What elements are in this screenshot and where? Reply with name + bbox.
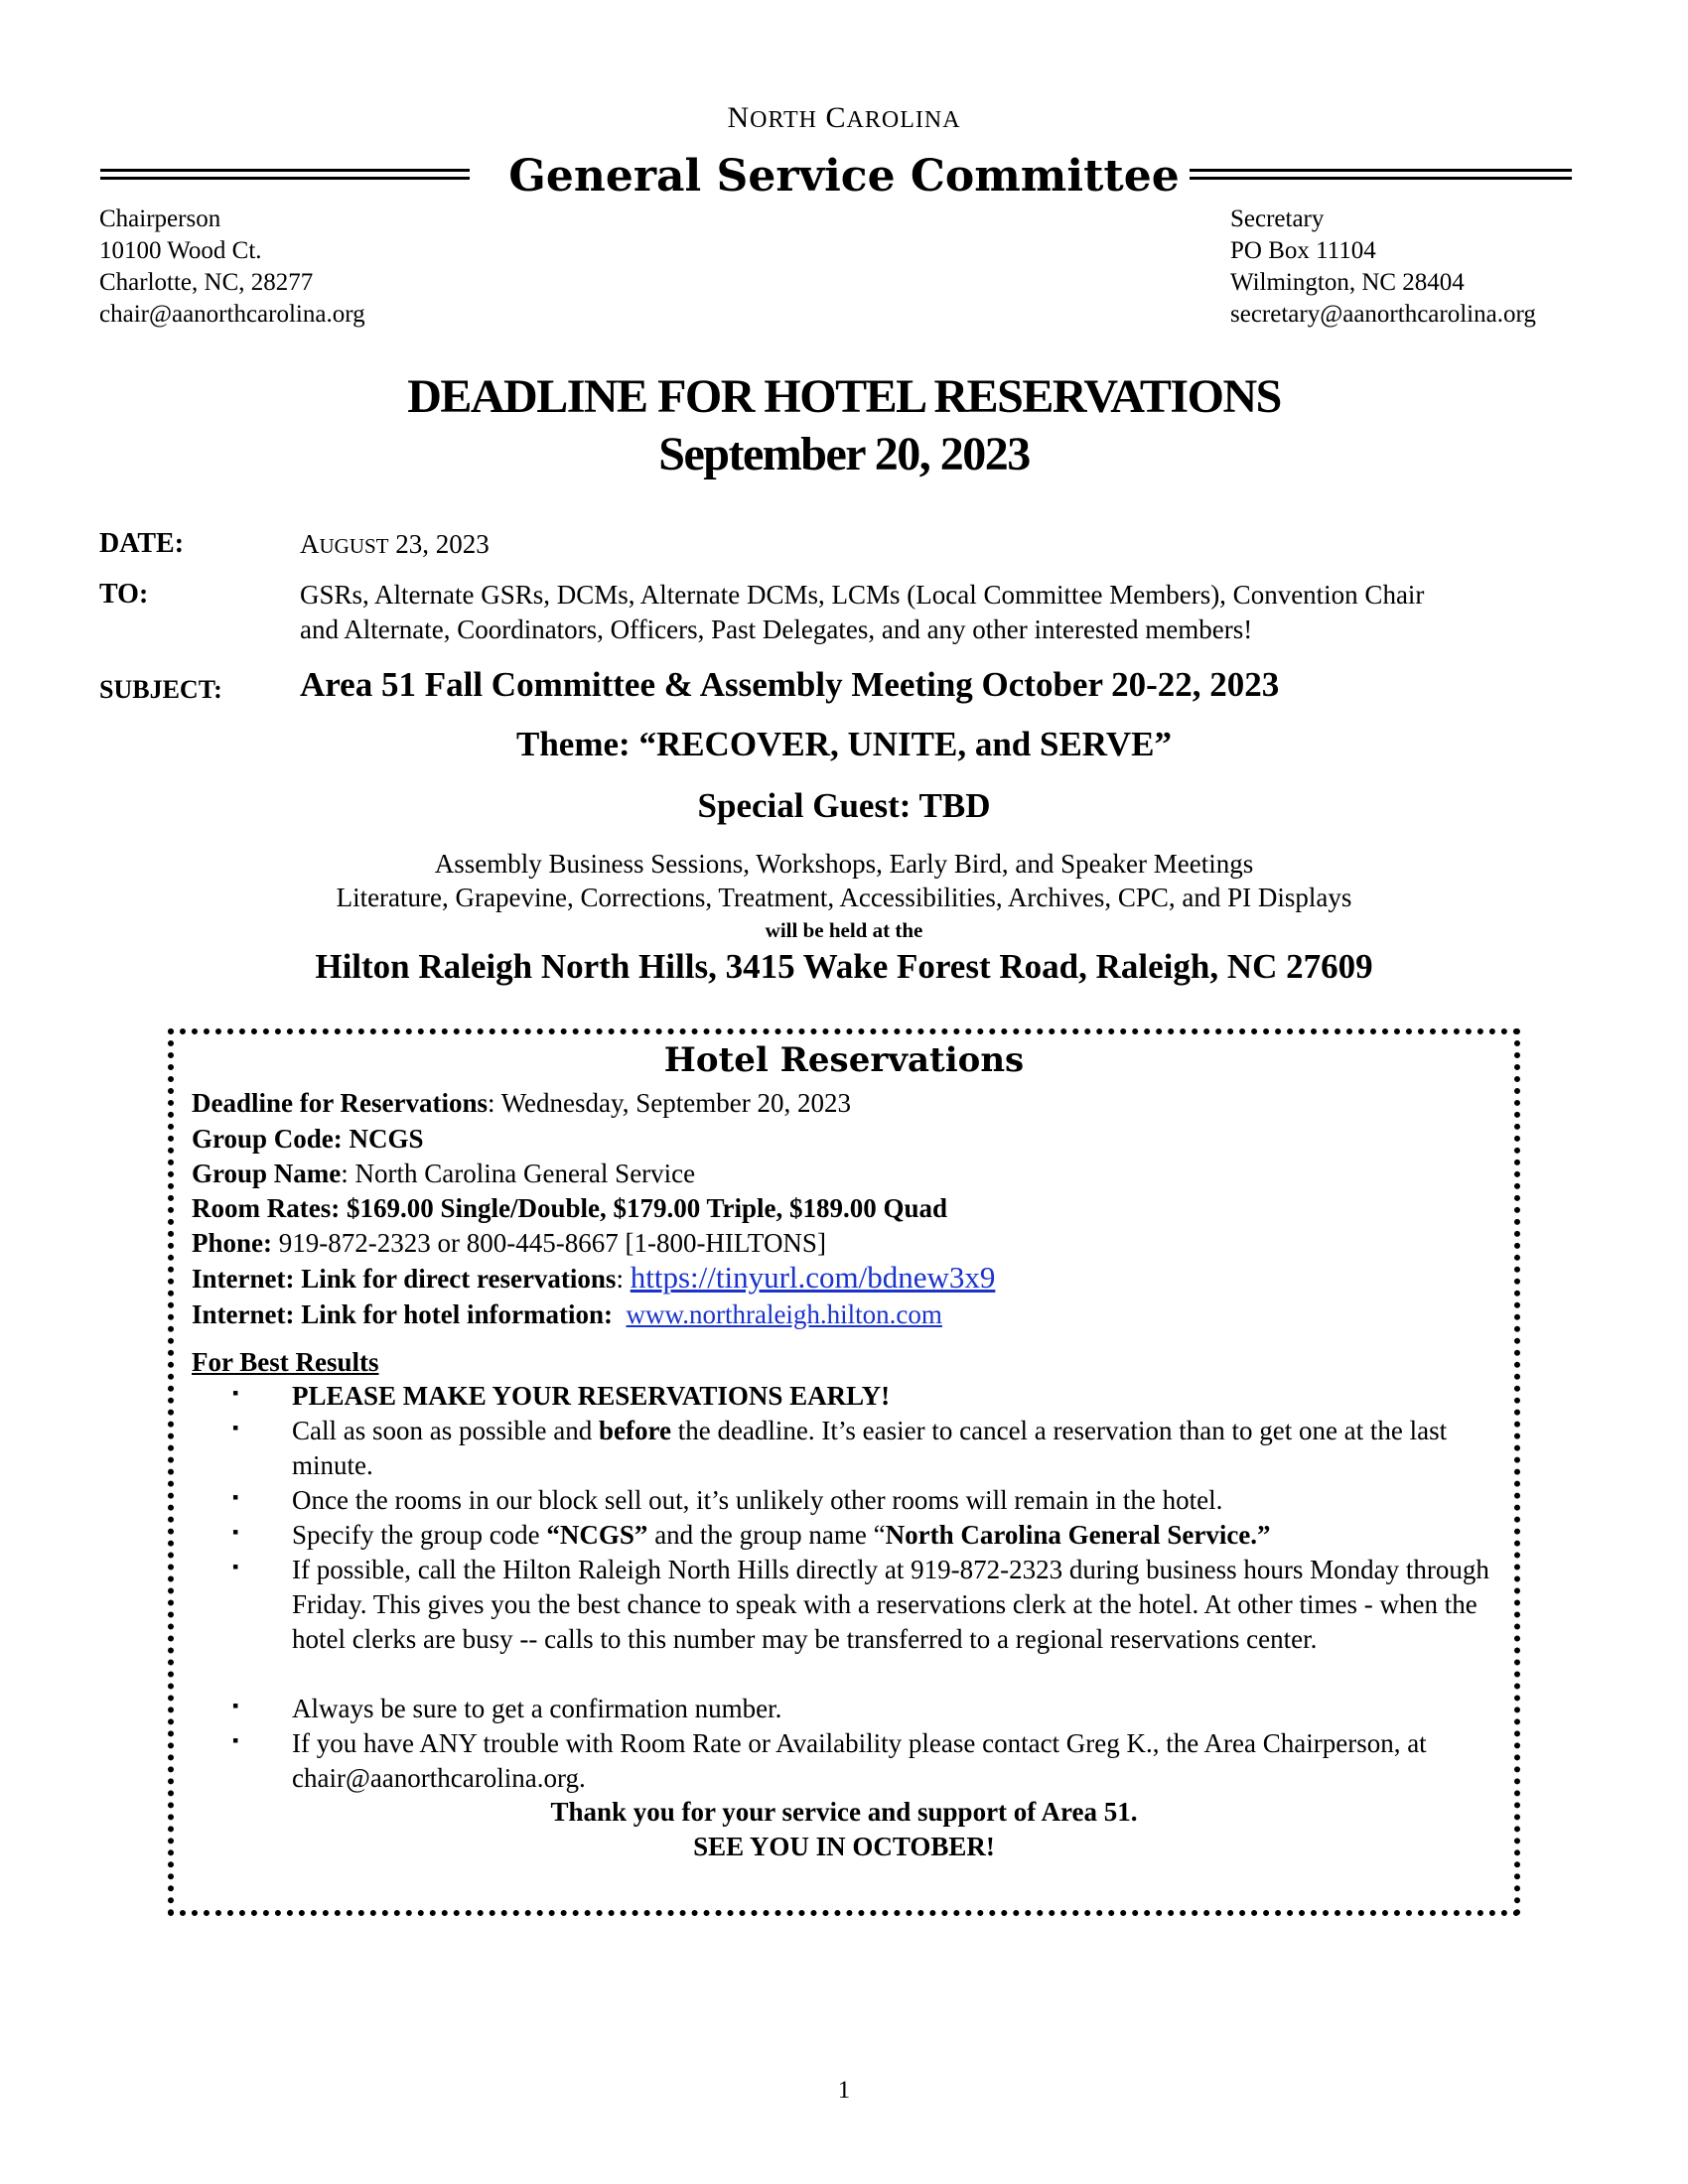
deadline-label: Deadline for Reservations	[192, 1088, 488, 1118]
event-displays: Literature, Grapevine, Corrections, Treatment, Accessibilities, Archives, CPC, and PI Displays	[336, 883, 1352, 912]
date-value	[300, 527, 490, 564]
contact-role: Secretary	[1230, 205, 1325, 232]
special-guest: Special Guest: TBD	[697, 786, 991, 825]
date-month-rest: UGUST	[319, 534, 389, 558]
reservations-link[interactable]: https://tinyurl.com/bdnew3x9	[630, 1260, 996, 1295]
deadline-headline: DEADLINE FOR HOTEL RESERVATIONS	[407, 370, 1281, 423]
contact-email[interactable]: chair@aanorthcarolina.org	[99, 301, 365, 328]
to-label: TO:	[99, 579, 149, 610]
state-rest-1: ORTH	[750, 107, 818, 133]
contact-email[interactable]: secretary@aanorthcarolina.org	[1230, 301, 1536, 328]
deadline-date: September 20, 2023	[658, 428, 1030, 480]
internet-reservations	[192, 1260, 995, 1297]
committee-title: General Service Committee	[508, 151, 1180, 202]
event-theme: Theme: “RECOVER, UNITE, and SERVE”	[516, 725, 1172, 763]
emphasis: before	[598, 1416, 671, 1445]
date-day-year: 23, 2023	[388, 529, 490, 559]
bullet-icon: ▪	[232, 1487, 239, 1507]
chairperson-contact	[99, 204, 365, 331]
thank-you: Thank you for your service and support of Area 51.	[550, 1797, 1138, 1827]
date-month-initial: A	[300, 529, 320, 559]
group-code: Group Code: NCGS	[192, 1124, 424, 1154]
bullet-icon: ▪	[232, 1730, 239, 1750]
secretary-contact	[1230, 204, 1536, 331]
see-you: SEE YOU IN OCTOBER!	[693, 1832, 995, 1861]
to-recipients	[300, 578, 1424, 647]
colon: :	[616, 1264, 631, 1294]
bullet-item	[292, 1518, 1503, 1553]
bullet-item: Always be sure to get a confirmation number.	[292, 1694, 782, 1723]
bullet-icon: ▪	[232, 1696, 239, 1715]
bullet-icon: ▪	[232, 1557, 239, 1576]
state-letter-2: C	[825, 101, 847, 134]
event-sessions: Assembly Business Sessions, Workshops, Early Bird, and Speaker Meetings	[434, 849, 1254, 879]
text: Specify the group code	[292, 1520, 547, 1550]
hotel-info-link[interactable]: www.northraleigh.hilton.com	[626, 1299, 942, 1329]
hotel-phone	[192, 1225, 826, 1261]
contact-street: PO Box 11104	[1230, 237, 1376, 264]
emphasis: North Carolina General Service.”	[885, 1520, 1271, 1550]
group-name-label: Group Name	[192, 1159, 342, 1188]
contact-role: Chairperson	[99, 205, 221, 232]
state-letter-1: N	[727, 101, 751, 134]
subject-label: SUBJECT:	[99, 675, 222, 704]
internet-hotel-info	[192, 1297, 942, 1332]
text: the deadline. It’s easier to cancel a reservation than to get one at the last minute.	[292, 1416, 1448, 1480]
bullet-icon: ▪	[232, 1522, 239, 1542]
contact-city: Charlotte, NC, 28277	[99, 269, 314, 296]
to-line: and Alternate, Coordinators, Officers, Past Delegates, and any other interested members!	[300, 614, 1253, 644]
reservation-deadline	[192, 1085, 851, 1121]
phone-label: Phone:	[192, 1228, 272, 1258]
text: and the group name “	[647, 1520, 886, 1550]
venue-address: Hilton Raleigh North Hills, 3415 Wake Forest Road, Raleigh, NC 27609	[315, 947, 1373, 986]
date-label: DATE:	[99, 528, 185, 559]
bullet-item: If possible, call the Hilton Raleigh North Hills directly at 919-872-2323 during business hours Monday through Friday. This gives you the best chance to speak with a reservations clerk at the hotel. At other times - when the hotel clerks are busy -- calls to this number may be transferred to a regional reservations center.	[292, 1555, 1489, 1654]
bullet-icon: ▪	[232, 1418, 239, 1437]
bullet-item: PLEASE MAKE YOUR RESERVATIONS EARLY!	[292, 1381, 891, 1411]
group-name	[192, 1156, 695, 1191]
group-name-value: : North Carolina General Service	[341, 1159, 696, 1188]
room-rates: Room Rates: $169.00 Single/Double, $179.00 Triple, $189.00 Quad	[192, 1193, 948, 1223]
bullet-item: If you have ANY trouble with Room Rate or Availability please contact Greg K., the Area Chairperson, at chair@aanorthcarolina.org.	[292, 1728, 1427, 1793]
phone-value: 919-872-2323 or 800-445-8667 [1-800-HILTONS]	[272, 1228, 826, 1258]
internet-info-label: Internet: Link for hotel information:	[192, 1299, 613, 1329]
held-at: will be held at the	[765, 918, 923, 942]
contact-city: Wilmington, NC 28404	[1230, 269, 1465, 296]
bullet-item: Once the rooms in our block sell out, it’s unlikely other rooms will remain in the hotel.	[292, 1485, 1223, 1515]
contact-street: 10100 Wood Ct.	[99, 237, 262, 264]
subject-value: Area 51 Fall Committee & Assembly Meeting October 20-22, 2023	[300, 665, 1280, 704]
page-number: 1	[837, 2077, 851, 2104]
internet-reservations-label: Internet: Link for direct reservations	[192, 1264, 617, 1294]
state-heading	[0, 101, 1688, 135]
best-results-heading: For Best Results	[192, 1347, 379, 1377]
emphasis: “NCGS”	[546, 1520, 648, 1550]
bullet-icon: ▪	[232, 1383, 239, 1403]
to-line: GSRs, Alternate GSRs, DCMs, Alternate DCMs, LCMs (Local Committee Members), Convention Chair	[300, 580, 1425, 610]
deadline-value: : Wednesday, September 20, 2023	[487, 1088, 851, 1118]
text: Call as soon as possible and	[292, 1416, 599, 1445]
hotel-reservations-title: Hotel Reservations	[663, 1040, 1025, 1080]
state-rest-2: AROLINA	[846, 107, 961, 133]
bullet-item	[292, 1414, 1503, 1483]
